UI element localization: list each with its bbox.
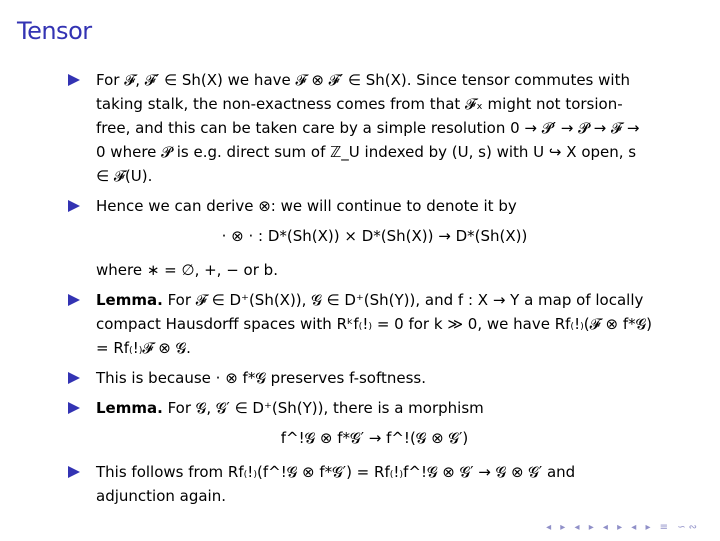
bullet-text-1: For 𝓕, 𝓕′ ∈ Sh(X) we have 𝓕 ⊗ 𝓕′ ∈ Sh(X). Since tensor commutes with taking stalk, the non-exactness comes from that 𝓕ₓ might not torsion-free, and this can be taken care by a simple resolution 0 → 𝓟′ → 𝓟 → 𝓕 → 0 where 𝓟 is e.g. direct sum of ℤ_U indexed by (U, s) with U ↪ X open, s ∈ 𝓕(U). bbox=[96, 71, 640, 185]
slide-title: Tensor bbox=[17, 17, 92, 45]
bullet-text-3: For 𝓕 ∈ D⁺(Sh(X)), 𝓖 ∈ D⁺(Sh(Y)), and f : X → Y a map of locally compact Hausdorff spaces with Rᵏf₍!₎ = 0 for k ≫ 0, we have Rf₍!₎(𝓕 ⊗ f*𝓖) = Rf₍!₎𝓕 ⊗ 𝓖. bbox=[96, 291, 652, 357]
triangle-bullet-icon bbox=[68, 74, 80, 86]
beamer-navigation-icons[interactable]: ◂ ▸ ◂ ▸ ◂ ▸ ◂ ▸ ≡ ∽∾ bbox=[546, 522, 700, 533]
bullet-text-2: Hence we can derive ⊗: we will continue to denote it by bbox=[96, 197, 517, 215]
bullet-item-6 bbox=[68, 460, 653, 508]
triangle-bullet-icon bbox=[68, 402, 80, 414]
bullet-text-4: This is because · ⊗ f*𝓖 preserves f-softness. bbox=[96, 369, 427, 387]
triangle-bullet-icon bbox=[68, 294, 80, 306]
lemma-label: Lemma. bbox=[96, 399, 163, 417]
triangle-bullet-icon bbox=[68, 372, 80, 384]
bullet-list bbox=[68, 68, 653, 514]
bullet-item-4 bbox=[68, 366, 653, 390]
bullet-text-2-after: where ∗ = ∅, +, − or b. bbox=[96, 261, 278, 279]
bullet-text-5: For 𝓖, 𝓖′ ∈ D⁺(Sh(Y)), there is a morphism bbox=[167, 399, 484, 417]
triangle-bullet-icon bbox=[68, 466, 80, 478]
bullet-item-2 bbox=[68, 194, 653, 282]
triangle-bullet-icon bbox=[68, 200, 80, 212]
bullet-text-6: This follows from Rf₍!₎(f^!𝓖 ⊗ f*𝓖′) = Rf₍!₎f^!𝓖 ⊗ 𝓖′ → 𝓖 ⊗ 𝓖′ and adjunction again. bbox=[96, 463, 576, 505]
display-equation-2: f^!𝓖 ⊗ f*𝓖′ → f^!(𝓖 ⊗ 𝓖′) bbox=[280, 429, 469, 447]
bullet-item-3 bbox=[68, 288, 653, 360]
bullet-item-1 bbox=[68, 68, 653, 188]
bullet-item-5 bbox=[68, 396, 653, 450]
lemma-label: Lemma. bbox=[96, 291, 163, 309]
display-equation-1: · ⊗ · : D*(Sh(X)) × D*(Sh(X)) → D*(Sh(X)) bbox=[221, 227, 528, 245]
